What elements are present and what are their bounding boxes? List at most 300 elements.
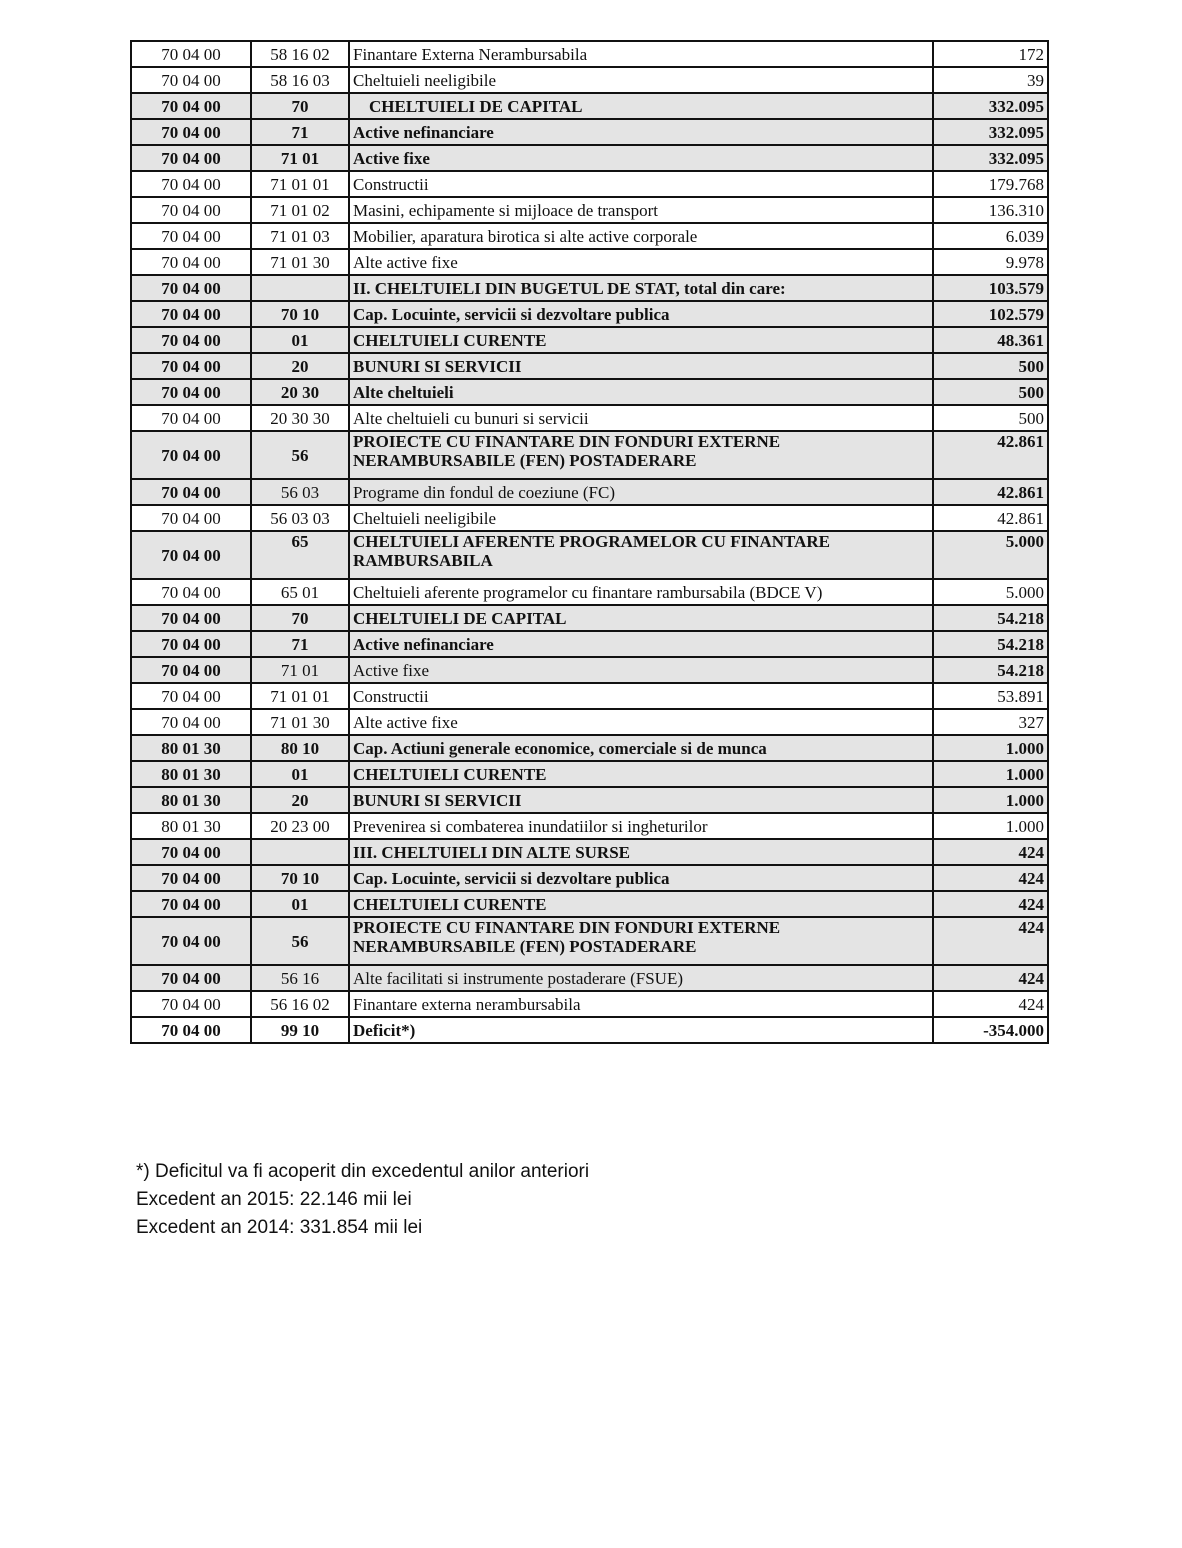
cell-description (349, 93, 933, 119)
cell-amount (933, 431, 1048, 479)
cell-class-code (251, 631, 349, 657)
cell-amount (933, 327, 1048, 353)
notes-section (136, 1158, 589, 1242)
cell-class-code (251, 479, 349, 505)
cell-class-code-text: 56 (291, 931, 309, 951)
cell-description-text: III. CHELTUIELI DIN ALTE SURSE (353, 842, 631, 862)
cell-amount-text: 1.000 (1005, 790, 1044, 810)
cell-amount (933, 479, 1048, 505)
cell-chapter-code-text: 70 04 00 (161, 968, 221, 988)
cell-amount-text: 54.218 (997, 660, 1044, 680)
table-row (131, 683, 1048, 709)
cell-chapter-code-text: 70 04 00 (161, 634, 221, 654)
table-row (131, 67, 1048, 93)
cell-amount-text: -354.000 (983, 1020, 1044, 1040)
cell-amount (933, 631, 1048, 657)
cell-class-code (251, 41, 349, 67)
cell-description-text: Cheltuieli neeligibile (353, 508, 497, 528)
cell-description (349, 605, 933, 631)
cell-class-code-text: 56 (291, 445, 309, 465)
table-row (131, 657, 1048, 683)
table-row (131, 761, 1048, 787)
cell-class-code-text: 20 30 30 (270, 408, 330, 428)
table-row (131, 119, 1048, 145)
cell-description (349, 657, 933, 683)
cell-amount (933, 683, 1048, 709)
cell-chapter-code-text: 70 04 00 (161, 842, 221, 862)
cell-class-code (251, 735, 349, 761)
cell-chapter-code-text: 70 04 00 (161, 868, 221, 888)
cell-chapter-code (131, 1017, 251, 1043)
cell-class-code (251, 505, 349, 531)
cell-class-code-text: 70 (291, 608, 309, 628)
cell-description (349, 67, 933, 93)
cell-chapter-code (131, 171, 251, 197)
cell-amount (933, 709, 1048, 735)
cell-chapter-code (131, 405, 251, 431)
cell-chapter-code (131, 709, 251, 735)
cell-description-text: Programe din fondul de coeziune (FC) (353, 482, 616, 502)
cell-chapter-code (131, 735, 251, 761)
cell-description-text: BUNURI SI SERVICII (353, 790, 522, 810)
cell-description-text: CHELTUIELI DE CAPITAL (369, 96, 583, 116)
cell-class-code-text: 71 (291, 122, 309, 142)
table-row (131, 41, 1048, 67)
cell-class-code-text: 20 (291, 790, 309, 810)
cell-amount-text: 424 (1018, 868, 1044, 888)
cell-amount-text: 54.218 (997, 634, 1044, 654)
cell-chapter-code-text: 70 04 00 (161, 70, 221, 90)
cell-class-code-text: 71 01 (280, 148, 320, 168)
cell-amount-text: 103.579 (988, 278, 1044, 298)
cell-chapter-code-text: 70 04 00 (161, 408, 221, 428)
cell-description-text: CHELTUIELI CURENTE (353, 764, 547, 784)
cell-chapter-code-text: 70 04 00 (161, 1020, 221, 1040)
cell-class-code-text: 01 (291, 764, 309, 784)
table-row (131, 787, 1048, 813)
cell-amount-text: 332.095 (988, 148, 1044, 168)
cell-class-code (251, 223, 349, 249)
cell-class-code-text: 56 16 02 (270, 994, 330, 1014)
table-row (131, 579, 1048, 605)
cell-class-code (251, 865, 349, 891)
cell-description (349, 479, 933, 505)
cell-chapter-code (131, 505, 251, 531)
cell-class-code (251, 605, 349, 631)
cell-chapter-code-text: 80 01 30 (161, 764, 221, 784)
cell-class-code-text: 20 (291, 356, 309, 376)
cell-class-code (251, 197, 349, 223)
cell-chapter-code-text: 70 04 00 (161, 660, 221, 680)
cell-chapter-code-text: 70 04 00 (161, 994, 221, 1014)
cell-amount (933, 579, 1048, 605)
cell-amount-text: 500 (1018, 408, 1044, 428)
table-row (131, 605, 1048, 631)
cell-chapter-code (131, 197, 251, 223)
cell-amount (933, 145, 1048, 171)
cell-chapter-code-text: 70 04 00 (161, 200, 221, 220)
cell-description-text: BUNURI SI SERVICII (353, 356, 522, 376)
cell-description (349, 41, 933, 67)
cell-description (349, 579, 933, 605)
cell-description-text: Cap. Locuinte, servicii si dezvoltare publica (353, 304, 670, 324)
cell-chapter-code-text: 70 04 00 (161, 44, 221, 64)
cell-class-code (251, 991, 349, 1017)
cell-description (349, 531, 933, 579)
cell-description (349, 145, 933, 171)
cell-amount (933, 405, 1048, 431)
cell-description-text: CHELTUIELI CURENTE (353, 330, 547, 350)
cell-class-code (251, 353, 349, 379)
cell-chapter-code (131, 865, 251, 891)
cell-class-code-text: 70 (291, 96, 309, 116)
cell-amount-text: 136.310 (988, 200, 1044, 220)
cell-description (349, 197, 933, 223)
cell-chapter-code (131, 991, 251, 1017)
table-row (131, 327, 1048, 353)
cell-chapter-code (131, 223, 251, 249)
cell-class-code-text: 70 10 (280, 304, 320, 324)
cell-amount (933, 275, 1048, 301)
cell-chapter-code (131, 327, 251, 353)
cell-chapter-code (131, 605, 251, 631)
cell-description-text: Cheltuieli neeligibile (353, 70, 497, 90)
cell-class-code-text: 71 01 30 (270, 712, 330, 732)
cell-class-code-text: 58 16 02 (270, 44, 330, 64)
cell-description (349, 275, 933, 301)
cell-chapter-code (131, 787, 251, 813)
cell-chapter-code-text: 70 04 00 (161, 252, 221, 272)
cell-chapter-code-text: 70 04 00 (161, 226, 221, 246)
cell-class-code-text: 99 10 (280, 1020, 320, 1040)
cell-class-code (251, 93, 349, 119)
cell-amount (933, 505, 1048, 531)
cell-description-text: Finantare Externa Nerambursabila (353, 44, 588, 64)
cell-chapter-code-text: 70 04 00 (161, 686, 221, 706)
cell-description-text: CHELTUIELI DE CAPITAL (353, 608, 567, 628)
cell-description-text: Prevenirea si combaterea inundatiilor si ingheturilor (353, 816, 708, 836)
table-row (131, 991, 1048, 1017)
cell-amount-text: 500 (1018, 382, 1044, 402)
cell-amount (933, 119, 1048, 145)
cell-description (349, 865, 933, 891)
cell-chapter-code-text: 70 04 00 (161, 582, 221, 602)
cell-class-code (251, 431, 349, 479)
cell-chapter-code-text: 70 04 00 (161, 278, 221, 298)
table-row (131, 431, 1048, 479)
cell-amount-text: 6.039 (1005, 226, 1044, 246)
cell-amount (933, 379, 1048, 405)
cell-amount-text: 172 (1018, 44, 1044, 64)
cell-chapter-code (131, 813, 251, 839)
table-row (131, 479, 1048, 505)
table-row (131, 735, 1048, 761)
cell-chapter-code (131, 67, 251, 93)
cell-chapter-code (131, 683, 251, 709)
cell-amount (933, 787, 1048, 813)
cell-chapter-code-text: 70 04 00 (161, 482, 221, 502)
table-row (131, 631, 1048, 657)
cell-amount-text: 1.000 (1005, 816, 1044, 836)
cell-class-code-text: 71 01 01 (270, 686, 330, 706)
table-row (131, 531, 1048, 579)
cell-description-text: Alte cheltuieli (353, 382, 454, 402)
cell-description-text: PROIECTE CU FINANTARE DIN FONDURI EXTERNE NERAMBURSABILE (FEN) POSTADERARE (353, 918, 781, 956)
cell-chapter-code-text: 70 04 00 (161, 545, 221, 565)
cell-class-code (251, 657, 349, 683)
cell-amount-text: 1.000 (1005, 764, 1044, 784)
cell-amount-text: 424 (1018, 968, 1044, 988)
cell-class-code-text: 01 (291, 894, 309, 914)
cell-description-text: Constructii (353, 686, 429, 706)
cell-amount (933, 197, 1048, 223)
cell-amount-text: 424 (1018, 918, 1044, 937)
table-row (131, 865, 1048, 891)
cell-description (349, 379, 933, 405)
cell-description-text: Alte cheltuieli cu bunuri si servicii (353, 408, 589, 428)
table-row (131, 839, 1048, 865)
cell-description-text: Active fixe (353, 148, 430, 168)
table-row (131, 891, 1048, 917)
cell-chapter-code (131, 353, 251, 379)
cell-amount (933, 657, 1048, 683)
cell-amount (933, 761, 1048, 787)
table-body (131, 41, 1048, 1043)
cell-amount-text: 39 (1027, 70, 1044, 90)
cell-amount-text: 500 (1018, 356, 1044, 376)
budget-table (130, 40, 1049, 1044)
cell-description (349, 917, 933, 965)
cell-description-text: Alte active fixe (353, 712, 458, 732)
cell-chapter-code-text: 70 04 00 (161, 148, 221, 168)
cell-description-text: Active fixe (353, 660, 429, 680)
cell-description (349, 171, 933, 197)
cell-description (349, 965, 933, 991)
cell-amount-text: 424 (1018, 894, 1044, 914)
cell-description-text: Cheltuieli aferente programelor cu finantare rambursabila (BDCE V) (353, 582, 823, 602)
cell-chapter-code-text: 80 01 30 (161, 816, 221, 836)
cell-amount-text: 42.861 (997, 482, 1044, 502)
cell-chapter-code (131, 249, 251, 275)
table-row (131, 505, 1048, 531)
cell-chapter-code (131, 119, 251, 145)
cell-class-code (251, 379, 349, 405)
cell-chapter-code-text: 80 01 30 (161, 738, 221, 758)
table-row (131, 917, 1048, 965)
cell-description-text: Active nefinanciare (353, 634, 494, 654)
cell-description (349, 813, 933, 839)
cell-chapter-code (131, 579, 251, 605)
cell-amount-text: 5.000 (1005, 582, 1044, 602)
cell-class-code-text: 65 01 (280, 582, 320, 602)
cell-description (349, 431, 933, 479)
cell-class-code-text: 56 16 (280, 968, 320, 988)
table-row (131, 813, 1048, 839)
cell-class-code (251, 891, 349, 917)
cell-chapter-code (131, 917, 251, 965)
surplus-2014-note: Excedent an 2014: 331.854 mii lei (136, 1217, 423, 1238)
cell-class-code-text: 71 01 30 (270, 252, 330, 272)
cell-chapter-code (131, 631, 251, 657)
cell-class-code-text: 01 (291, 330, 309, 350)
cell-description-text: Active nefinanciare (353, 122, 494, 142)
table-row (131, 171, 1048, 197)
cell-class-code (251, 917, 349, 965)
cell-amount (933, 353, 1048, 379)
cell-class-code-text: 71 01 (280, 660, 320, 680)
cell-description (349, 301, 933, 327)
cell-amount-text: 9.978 (1005, 252, 1044, 272)
cell-class-code-text: 71 (291, 634, 309, 654)
table-row (131, 197, 1048, 223)
cell-amount-text: 102.579 (988, 304, 1044, 324)
cell-amount-text: 424 (1018, 994, 1044, 1014)
cell-chapter-code (131, 965, 251, 991)
cell-chapter-code (131, 301, 251, 327)
cell-amount-text: 424 (1018, 842, 1044, 862)
table-row (131, 709, 1048, 735)
cell-amount (933, 223, 1048, 249)
cell-description-text: Alte facilitati si instrumente postaderare (FSUE) (353, 968, 683, 988)
cell-class-code (251, 301, 349, 327)
cell-amount (933, 991, 1048, 1017)
cell-amount (933, 301, 1048, 327)
cell-amount (933, 249, 1048, 275)
cell-chapter-code (131, 531, 251, 579)
cell-chapter-code (131, 431, 251, 479)
cell-description (349, 839, 933, 865)
cell-amount-text: 332.095 (988, 122, 1044, 142)
cell-amount (933, 171, 1048, 197)
cell-amount (933, 1017, 1048, 1043)
cell-class-code (251, 839, 349, 865)
table-row (131, 145, 1048, 171)
cell-chapter-code (131, 891, 251, 917)
cell-chapter-code-text: 70 04 00 (161, 304, 221, 324)
cell-amount (933, 93, 1048, 119)
cell-amount (933, 917, 1048, 965)
cell-chapter-code-text: 70 04 00 (161, 894, 221, 914)
table-row (131, 965, 1048, 991)
cell-amount-text: 48.361 (997, 330, 1044, 350)
cell-description (349, 223, 933, 249)
cell-chapter-code (131, 93, 251, 119)
cell-class-code (251, 1017, 349, 1043)
cell-class-code (251, 787, 349, 813)
cell-class-code (251, 145, 349, 171)
table-row (131, 353, 1048, 379)
cell-amount (933, 813, 1048, 839)
cell-amount-text: 42.861 (997, 432, 1044, 451)
table-row (131, 379, 1048, 405)
cell-description (349, 327, 933, 353)
cell-chapter-code (131, 379, 251, 405)
cell-description-text: CHELTUIELI AFERENTE PROGRAMELOR CU FINANTARE RAMBURSABILA (353, 532, 831, 570)
cell-class-code (251, 579, 349, 605)
cell-chapter-code (131, 479, 251, 505)
cell-chapter-code-text: 70 04 00 (161, 96, 221, 116)
cell-chapter-code-text: 70 04 00 (161, 608, 221, 628)
cell-class-code (251, 171, 349, 197)
cell-description-text: CHELTUIELI CURENTE (353, 894, 547, 914)
table-row (131, 249, 1048, 275)
cell-chapter-code-text: 70 04 00 (161, 931, 221, 951)
cell-chapter-code-text: 70 04 00 (161, 174, 221, 194)
cell-class-code-text: 58 16 03 (270, 70, 330, 90)
cell-class-code (251, 327, 349, 353)
cell-class-code-text: 71 01 02 (270, 200, 330, 220)
cell-chapter-code-text: 70 04 00 (161, 122, 221, 142)
cell-chapter-code (131, 839, 251, 865)
cell-amount-text: 42.861 (997, 508, 1044, 528)
cell-chapter-code (131, 41, 251, 67)
cell-chapter-code-text: 70 04 00 (161, 382, 221, 402)
cell-description (349, 631, 933, 657)
cell-class-code (251, 249, 349, 275)
cell-class-code (251, 709, 349, 735)
cell-description (349, 353, 933, 379)
cell-chapter-code (131, 275, 251, 301)
cell-class-code-text: 56 03 (280, 482, 320, 502)
cell-amount (933, 965, 1048, 991)
table-row (131, 301, 1048, 327)
cell-description-text: Cap. Locuinte, servicii si dezvoltare publica (353, 868, 670, 888)
cell-amount (933, 531, 1048, 579)
cell-class-code-text: 56 03 03 (270, 508, 330, 528)
cell-description-text: Cap. Actiuni generale economice, comerciale si de munca (353, 738, 767, 758)
cell-amount-text: 53.891 (997, 686, 1044, 706)
cell-description-text: Constructii (353, 174, 429, 194)
table-row (131, 1017, 1048, 1043)
cell-chapter-code (131, 761, 251, 787)
deficit-footnote: *) Deficitul va fi acoperit din excedentul anilor anteriori (136, 1161, 590, 1182)
cell-amount (933, 605, 1048, 631)
cell-class-code (251, 275, 349, 301)
surplus-2015-note: Excedent an 2015: 22.146 mii lei (136, 1189, 412, 1210)
cell-amount-text: 1.000 (1005, 738, 1044, 758)
cell-description (349, 505, 933, 531)
cell-amount (933, 67, 1048, 93)
cell-description (349, 735, 933, 761)
cell-class-code-text: 20 30 (280, 382, 320, 402)
table-row (131, 223, 1048, 249)
cell-class-code-text: 80 10 (280, 738, 320, 758)
cell-amount-text: 5.000 (1005, 532, 1044, 551)
cell-class-code-text: 20 23 00 (270, 816, 330, 836)
cell-class-code-text: 71 01 01 (270, 174, 330, 194)
cell-description (349, 249, 933, 275)
cell-description (349, 683, 933, 709)
cell-chapter-code-text: 70 04 00 (161, 330, 221, 350)
cell-description-text: Alte active fixe (353, 252, 458, 272)
cell-description (349, 709, 933, 735)
cell-description (349, 787, 933, 813)
cell-amount (933, 735, 1048, 761)
cell-description (349, 991, 933, 1017)
cell-description-text: Masini, echipamente si mijloace de transport (353, 200, 658, 220)
cell-class-code-text: 65 (291, 532, 309, 551)
cell-class-code (251, 761, 349, 787)
table-row (131, 93, 1048, 119)
cell-class-code (251, 683, 349, 709)
cell-class-code (251, 119, 349, 145)
cell-class-code (251, 965, 349, 991)
cell-description-text: Finantare externa nerambursabila (353, 994, 581, 1014)
cell-chapter-code (131, 145, 251, 171)
cell-chapter-code-text: 80 01 30 (161, 790, 221, 810)
cell-description (349, 1017, 933, 1043)
cell-amount-text: 179.768 (988, 174, 1044, 194)
